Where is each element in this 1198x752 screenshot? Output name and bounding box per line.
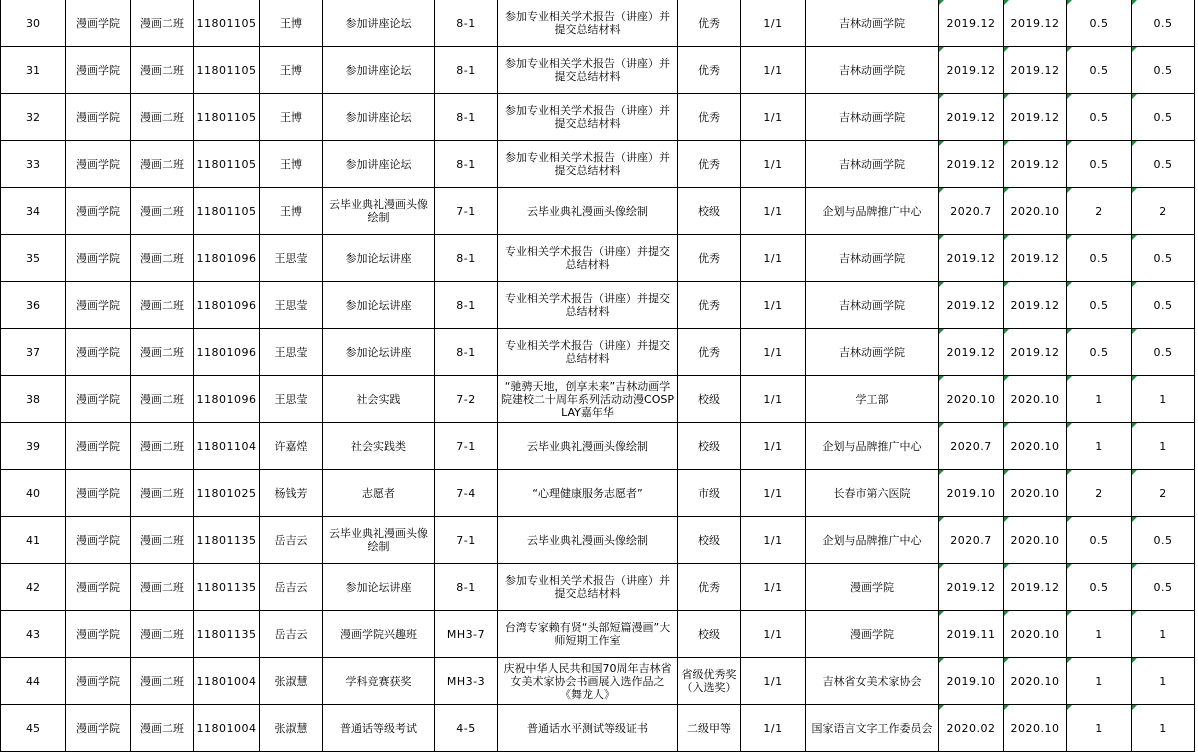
level-cell[interactable]: 优秀	[678, 94, 741, 141]
organization-cell[interactable]: 漫画学院	[806, 611, 939, 658]
organization-cell[interactable]: 吉林动画学院	[806, 282, 939, 329]
score-cell[interactable]: 1	[1067, 658, 1132, 705]
student-name-cell[interactable]: 王博	[260, 94, 323, 141]
start-date-cell[interactable]: 2019.12	[939, 564, 1004, 611]
score-cell[interactable]: 0.5	[1067, 0, 1132, 47]
total-cell[interactable]: 1	[1132, 658, 1195, 705]
row-number-cell[interactable]: 43	[1, 611, 66, 658]
student-name-cell[interactable]: 王思莹	[260, 329, 323, 376]
table-row	[1, 564, 1195, 611]
table-row	[1, 376, 1195, 423]
rank-cell[interactable]: 1/1	[741, 611, 806, 658]
student-id-cell[interactable]: 11801096	[194, 282, 260, 329]
total-cell[interactable]: 0.5	[1132, 141, 1195, 188]
student-id-cell[interactable]: 11801105	[194, 141, 260, 188]
table-row	[1, 470, 1195, 517]
table-row	[1, 0, 1195, 47]
end-date-cell[interactable]: 2020.10	[1004, 611, 1067, 658]
organization-cell[interactable]: 漫画学院	[806, 564, 939, 611]
student-id-cell[interactable]: 11801135	[194, 611, 260, 658]
total-cell[interactable]: 0.5	[1132, 47, 1195, 94]
rank-cell[interactable]: 1/1	[741, 0, 806, 47]
student-id-cell[interactable]: 11801135	[194, 517, 260, 564]
rank-cell[interactable]: 1/1	[741, 329, 806, 376]
end-date-cell[interactable]: 2020.10	[1004, 423, 1067, 470]
end-date-cell[interactable]: 2020.10	[1004, 705, 1067, 752]
student-id-cell[interactable]: 11801105	[194, 94, 260, 141]
start-date-cell[interactable]: 2019.10	[939, 470, 1004, 517]
level-cell[interactable]: 优秀	[678, 0, 741, 47]
start-date-cell[interactable]: 2020.10	[939, 376, 1004, 423]
row-number-cell[interactable]: 42	[1, 564, 66, 611]
project-cell[interactable]: 庆祝中华人民共和国70周年吉林省女美术家协会书画展入选作品之《舞龙人》	[498, 658, 678, 705]
organization-cell[interactable]: 国家语言文字工作委员会	[806, 705, 939, 752]
college-cell[interactable]: 漫画学院	[66, 564, 131, 611]
student-id-cell[interactable]: 11801105	[194, 47, 260, 94]
class-cell[interactable]: 漫画二班	[131, 188, 194, 235]
rank-cell[interactable]: 1/1	[741, 470, 806, 517]
score-cell[interactable]: 1	[1067, 423, 1132, 470]
row-number-cell[interactable]: 31	[1, 47, 66, 94]
table-row	[1, 423, 1195, 470]
project-cell[interactable]: 专业相关学术报告（讲座）并提交总结材料	[498, 329, 678, 376]
table-body	[1, 0, 1195, 752]
college-cell[interactable]: 漫画学院	[66, 376, 131, 423]
level-cell[interactable]: 优秀	[678, 329, 741, 376]
college-cell[interactable]: 漫画学院	[66, 188, 131, 235]
category-cell[interactable]: 社会实践	[323, 376, 435, 423]
level-cell[interactable]: 优秀	[678, 141, 741, 188]
student-name-cell[interactable]: 王思莹	[260, 282, 323, 329]
project-cell[interactable]: 参加专业相关学术报告（讲座）并提交总结材料	[498, 141, 678, 188]
student-id-cell[interactable]: 11801105	[194, 188, 260, 235]
organization-cell[interactable]: 长春市第六医院	[806, 470, 939, 517]
student-name-cell[interactable]: 杨钱芳	[260, 470, 323, 517]
rank-cell[interactable]: 1/1	[741, 564, 806, 611]
start-date-cell[interactable]: 2020.02	[939, 705, 1004, 752]
college-cell[interactable]: 漫画学院	[66, 141, 131, 188]
class-cell[interactable]: 漫画二班	[131, 47, 194, 94]
row-number-cell[interactable]: 37	[1, 329, 66, 376]
project-cell[interactable]: 云毕业典礼漫画头像绘制	[498, 423, 678, 470]
score-cell[interactable]: 1	[1067, 611, 1132, 658]
student-id-cell[interactable]: 11801004	[194, 705, 260, 752]
item-code-cell[interactable]: 7-1	[435, 517, 498, 564]
category-cell[interactable]: 参加论坛讲座	[323, 235, 435, 282]
category-cell[interactable]: 社会实践类	[323, 423, 435, 470]
project-cell[interactable]: 参加专业相关学术报告（讲座）并提交总结材料	[498, 564, 678, 611]
end-date-cell[interactable]: 2019.12	[1004, 94, 1067, 141]
table-row	[1, 705, 1195, 752]
class-cell[interactable]: 漫画二班	[131, 235, 194, 282]
item-code-cell[interactable]: 8-1	[435, 282, 498, 329]
item-code-cell[interactable]: 8-1	[435, 235, 498, 282]
organization-cell[interactable]: 吉林动画学院	[806, 235, 939, 282]
end-date-cell[interactable]: 2020.10	[1004, 376, 1067, 423]
table-row	[1, 517, 1195, 564]
start-date-cell[interactable]: 2020.7	[939, 188, 1004, 235]
start-date-cell[interactable]: 2019.12	[939, 235, 1004, 282]
total-cell[interactable]: 2	[1132, 470, 1195, 517]
total-cell[interactable]: 0.5	[1132, 0, 1195, 47]
category-cell[interactable]: 志愿者	[323, 470, 435, 517]
item-code-cell[interactable]: 8-1	[435, 47, 498, 94]
category-cell[interactable]: 参加讲座论坛	[323, 94, 435, 141]
row-number-cell[interactable]: 36	[1, 282, 66, 329]
project-cell[interactable]: 云毕业典礼漫画头像绘制	[498, 188, 678, 235]
start-date-cell[interactable]: 2019.11	[939, 611, 1004, 658]
college-cell[interactable]: 漫画学院	[66, 423, 131, 470]
row-number-cell[interactable]: 41	[1, 517, 66, 564]
level-cell[interactable]: 校级	[678, 517, 741, 564]
row-number-cell[interactable]: 30	[1, 0, 66, 47]
class-cell[interactable]: 漫画二班	[131, 658, 194, 705]
student-name-cell[interactable]: 岳吉云	[260, 564, 323, 611]
organization-cell[interactable]: 吉林动画学院	[806, 329, 939, 376]
level-cell[interactable]: 校级	[678, 611, 741, 658]
end-date-cell[interactable]: 2020.10	[1004, 188, 1067, 235]
rank-cell[interactable]: 1/1	[741, 282, 806, 329]
total-cell[interactable]: 0.5	[1132, 282, 1195, 329]
student-id-cell[interactable]: 11801025	[194, 470, 260, 517]
total-cell[interactable]: 0.5	[1132, 329, 1195, 376]
organization-cell[interactable]: 学工部	[806, 376, 939, 423]
rank-cell[interactable]: 1/1	[741, 188, 806, 235]
rank-cell[interactable]: 1/1	[741, 141, 806, 188]
student-name-cell[interactable]: 王思莹	[260, 376, 323, 423]
level-cell[interactable]: 校级	[678, 188, 741, 235]
score-cell[interactable]: 0.5	[1067, 94, 1132, 141]
start-date-cell[interactable]: 2020.7	[939, 423, 1004, 470]
table-row	[1, 94, 1195, 141]
end-date-cell[interactable]: 2019.12	[1004, 329, 1067, 376]
item-code-cell[interactable]: 8-1	[435, 0, 498, 47]
student-name-cell[interactable]: 王博	[260, 47, 323, 94]
college-cell[interactable]: 漫画学院	[66, 470, 131, 517]
category-cell[interactable]: 参加论坛讲座	[323, 282, 435, 329]
student-id-cell[interactable]: 11801096	[194, 235, 260, 282]
end-date-cell[interactable]: 2019.12	[1004, 47, 1067, 94]
score-cell[interactable]: 2	[1067, 188, 1132, 235]
project-cell[interactable]: 参加专业相关学术报告（讲座）并提交总结材料	[498, 94, 678, 141]
score-cell[interactable]: 0.5	[1067, 517, 1132, 564]
college-cell[interactable]: 漫画学院	[66, 94, 131, 141]
table-row	[1, 611, 1195, 658]
score-cell[interactable]: 1	[1067, 376, 1132, 423]
table-row	[1, 188, 1195, 235]
level-cell[interactable]: 优秀	[678, 564, 741, 611]
college-cell[interactable]: 漫画学院	[66, 282, 131, 329]
end-date-cell[interactable]: 2019.12	[1004, 141, 1067, 188]
student-id-cell[interactable]: 11801096	[194, 329, 260, 376]
class-cell[interactable]: 漫画二班	[131, 517, 194, 564]
level-cell[interactable]: 校级	[678, 376, 741, 423]
total-cell[interactable]: 0.5	[1132, 94, 1195, 141]
item-code-cell[interactable]: 4-5	[435, 705, 498, 752]
row-number-cell[interactable]: 35	[1, 235, 66, 282]
total-cell[interactable]: 0.5	[1132, 564, 1195, 611]
student-name-cell[interactable]: 王思莹	[260, 235, 323, 282]
row-number-cell[interactable]: 34	[1, 188, 66, 235]
class-cell[interactable]: 漫画二班	[131, 470, 194, 517]
organization-cell[interactable]: 企划与品牌推广中心	[806, 517, 939, 564]
student-name-cell[interactable]: 岳吉云	[260, 611, 323, 658]
total-cell[interactable]: 1	[1132, 423, 1195, 470]
table-row	[1, 658, 1195, 705]
category-cell[interactable]: 学科竞赛获奖	[323, 658, 435, 705]
category-cell[interactable]: 云毕业典礼漫画头像绘制	[323, 517, 435, 564]
end-date-cell[interactable]: 2019.12	[1004, 0, 1067, 47]
project-cell[interactable]: “驰骋天地，创享未来”吉林动画学院建校二十周年系列活动动漫COSPLAY嘉年华	[498, 376, 678, 423]
item-code-cell[interactable]: 8-1	[435, 141, 498, 188]
item-code-cell[interactable]: 8-1	[435, 329, 498, 376]
start-date-cell[interactable]: 2019.12	[939, 282, 1004, 329]
level-cell[interactable]: 二级甲等	[678, 705, 741, 752]
start-date-cell[interactable]: 2020.7	[939, 517, 1004, 564]
score-cell[interactable]: 0.5	[1067, 235, 1132, 282]
table-row	[1, 329, 1195, 376]
project-cell[interactable]: 参加专业相关学术报告（讲座）并提交总结材料	[498, 0, 678, 47]
rank-cell[interactable]: 1/1	[741, 423, 806, 470]
rank-cell[interactable]: 1/1	[741, 705, 806, 752]
student-id-cell[interactable]: 11801105	[194, 0, 260, 47]
project-cell[interactable]: “心理健康服务志愿者”	[498, 470, 678, 517]
item-code-cell[interactable]: 8-1	[435, 94, 498, 141]
class-cell[interactable]: 漫画二班	[131, 423, 194, 470]
student-name-cell[interactable]: 张淑慧	[260, 705, 323, 752]
end-date-cell[interactable]: 2019.12	[1004, 235, 1067, 282]
organization-cell[interactable]: 吉林动画学院	[806, 0, 939, 47]
start-date-cell[interactable]: 2019.12	[939, 0, 1004, 47]
project-cell[interactable]: 专业相关学术报告（讲座）并提交总结材料	[498, 282, 678, 329]
student-id-cell[interactable]: 11801104	[194, 423, 260, 470]
category-cell[interactable]: 漫画学院兴趣班	[323, 611, 435, 658]
college-cell[interactable]: 漫画学院	[66, 329, 131, 376]
table-row	[1, 235, 1195, 282]
student-name-cell[interactable]: 岳吉云	[260, 517, 323, 564]
student-name-cell[interactable]: 王博	[260, 141, 323, 188]
table-row	[1, 282, 1195, 329]
college-cell[interactable]: 漫画学院	[66, 517, 131, 564]
organization-cell[interactable]: 吉林动画学院	[806, 141, 939, 188]
class-cell[interactable]: 漫画二班	[131, 705, 194, 752]
organization-cell[interactable]: 吉林动画学院	[806, 94, 939, 141]
end-date-cell[interactable]: 2020.10	[1004, 658, 1067, 705]
end-date-cell[interactable]: 2019.12	[1004, 564, 1067, 611]
category-cell[interactable]: 参加讲座论坛	[323, 0, 435, 47]
class-cell[interactable]: 漫画二班	[131, 329, 194, 376]
student-id-cell[interactable]: 11801135	[194, 564, 260, 611]
student-name-cell[interactable]: 许嘉煌	[260, 423, 323, 470]
score-cell[interactable]: 1	[1067, 705, 1132, 752]
score-cell[interactable]: 0.5	[1067, 329, 1132, 376]
score-cell[interactable]: 0.5	[1067, 282, 1132, 329]
start-date-cell[interactable]: 2019.12	[939, 141, 1004, 188]
level-cell[interactable]: 优秀	[678, 47, 741, 94]
class-cell[interactable]: 漫画二班	[131, 611, 194, 658]
student-name-cell[interactable]: 王博	[260, 0, 323, 47]
total-cell[interactable]: 1	[1132, 611, 1195, 658]
row-number-cell[interactable]: 40	[1, 470, 66, 517]
item-code-cell[interactable]: 7-1	[435, 188, 498, 235]
end-date-cell[interactable]: 2020.10	[1004, 470, 1067, 517]
row-number-cell[interactable]: 38	[1, 376, 66, 423]
college-cell[interactable]: 漫画学院	[66, 658, 131, 705]
category-cell[interactable]: 普通话等级考试	[323, 705, 435, 752]
college-cell[interactable]: 漫画学院	[66, 235, 131, 282]
student-name-cell[interactable]: 张淑慧	[260, 658, 323, 705]
row-number-cell[interactable]: 45	[1, 705, 66, 752]
score-cell[interactable]: 0.5	[1067, 47, 1132, 94]
total-cell[interactable]: 1	[1132, 376, 1195, 423]
project-cell[interactable]: 普通话水平测试等级证书	[498, 705, 678, 752]
row-number-cell[interactable]: 39	[1, 423, 66, 470]
row-number-cell[interactable]: 32	[1, 94, 66, 141]
level-cell[interactable]: 校级	[678, 423, 741, 470]
class-cell[interactable]: 漫画二班	[131, 564, 194, 611]
class-cell[interactable]: 漫画二班	[131, 282, 194, 329]
start-date-cell[interactable]: 2019.12	[939, 94, 1004, 141]
level-cell[interactable]: 优秀	[678, 282, 741, 329]
level-cell[interactable]: 市级	[678, 470, 741, 517]
project-cell[interactable]: 台湾专家赖有贤“头部短篇漫画”大师短期工作室	[498, 611, 678, 658]
end-date-cell[interactable]: 2019.12	[1004, 282, 1067, 329]
item-code-cell[interactable]: MH3-3	[435, 658, 498, 705]
rank-cell[interactable]: 1/1	[741, 517, 806, 564]
category-cell[interactable]: 参加讲座论坛	[323, 141, 435, 188]
start-date-cell[interactable]: 2019.10	[939, 658, 1004, 705]
item-code-cell[interactable]: 8-1	[435, 564, 498, 611]
category-cell[interactable]: 参加讲座论坛	[323, 47, 435, 94]
total-cell[interactable]: 1	[1132, 705, 1195, 752]
total-cell[interactable]: 2	[1132, 188, 1195, 235]
organization-cell[interactable]: 企划与品牌推广中心	[806, 423, 939, 470]
score-cell[interactable]: 2	[1067, 470, 1132, 517]
item-code-cell[interactable]: MH3-7	[435, 611, 498, 658]
level-cell[interactable]: 省级优秀奖（入选奖）	[678, 658, 741, 705]
rank-cell[interactable]: 1/1	[741, 47, 806, 94]
item-code-cell[interactable]: 7-1	[435, 423, 498, 470]
college-cell[interactable]: 漫画学院	[66, 47, 131, 94]
category-cell[interactable]: 云毕业典礼漫画头像绘制	[323, 188, 435, 235]
level-cell[interactable]: 优秀	[678, 235, 741, 282]
category-cell[interactable]: 参加论坛讲座	[323, 564, 435, 611]
rank-cell[interactable]: 1/1	[741, 658, 806, 705]
project-cell[interactable]: 云毕业典礼漫画头像绘制	[498, 517, 678, 564]
organization-cell[interactable]: 吉林省女美术家协会	[806, 658, 939, 705]
start-date-cell[interactable]: 2019.12	[939, 47, 1004, 94]
organization-cell[interactable]: 企划与品牌推广中心	[806, 188, 939, 235]
class-cell[interactable]: 漫画二班	[131, 0, 194, 47]
project-cell[interactable]: 参加专业相关学术报告（讲座）并提交总结材料	[498, 47, 678, 94]
rank-cell[interactable]: 1/1	[741, 376, 806, 423]
rank-cell[interactable]: 1/1	[741, 235, 806, 282]
class-cell[interactable]: 漫画二班	[131, 94, 194, 141]
row-number-cell[interactable]: 33	[1, 141, 66, 188]
table-row	[1, 47, 1195, 94]
college-cell[interactable]: 漫画学院	[66, 0, 131, 47]
college-cell[interactable]: 漫画学院	[66, 705, 131, 752]
table-row	[1, 141, 1195, 188]
total-cell[interactable]: 0.5	[1132, 517, 1195, 564]
item-code-cell[interactable]: 7-2	[435, 376, 498, 423]
item-code-cell[interactable]: 7-4	[435, 470, 498, 517]
class-cell[interactable]: 漫画二班	[131, 141, 194, 188]
start-date-cell[interactable]: 2019.12	[939, 329, 1004, 376]
total-cell[interactable]: 0.5	[1132, 235, 1195, 282]
student-id-cell[interactable]: 11801004	[194, 658, 260, 705]
project-cell[interactable]: 专业相关学术报告（讲座）并提交总结材料	[498, 235, 678, 282]
college-cell[interactable]: 漫画学院	[66, 611, 131, 658]
student-id-cell[interactable]: 11801096	[194, 376, 260, 423]
score-cell[interactable]: 0.5	[1067, 564, 1132, 611]
row-number-cell[interactable]: 44	[1, 658, 66, 705]
score-cell[interactable]: 0.5	[1067, 141, 1132, 188]
student-name-cell[interactable]: 王博	[260, 188, 323, 235]
end-date-cell[interactable]: 2020.10	[1004, 517, 1067, 564]
category-cell[interactable]: 参加论坛讲座	[323, 329, 435, 376]
rank-cell[interactable]: 1/1	[741, 94, 806, 141]
class-cell[interactable]: 漫画二班	[131, 376, 194, 423]
organization-cell[interactable]: 吉林动画学院	[806, 47, 939, 94]
